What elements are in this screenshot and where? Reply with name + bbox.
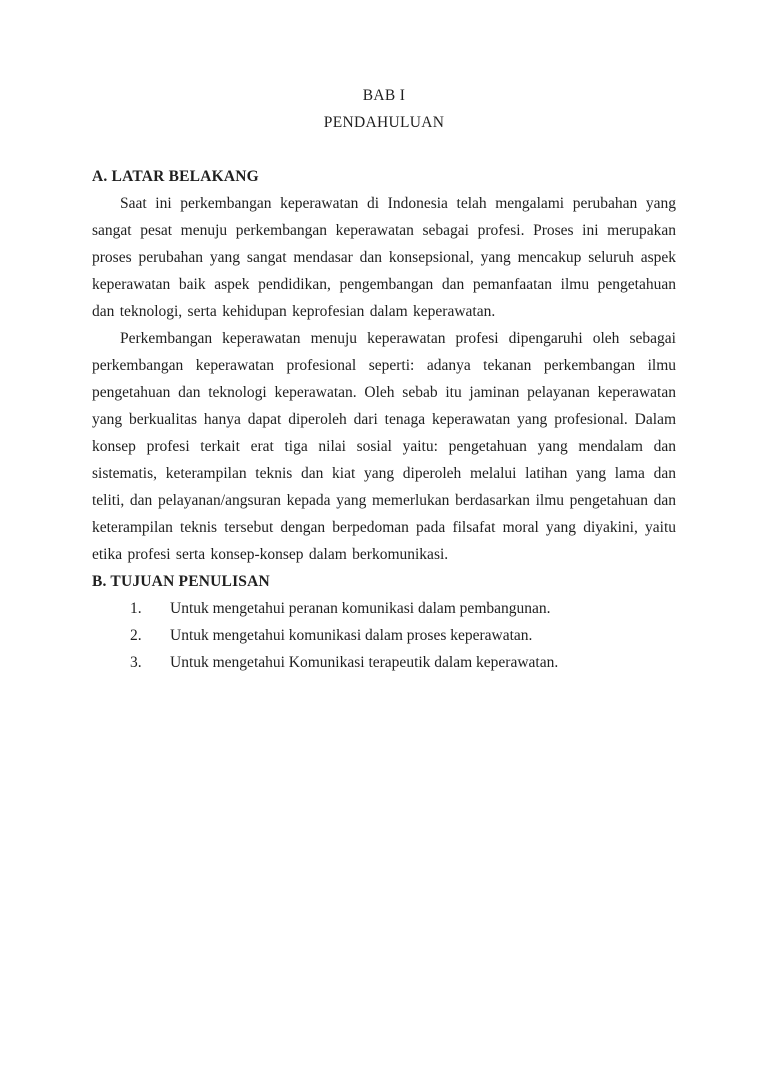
- paragraph-2: Perkembangan keperawatan menuju keperawatan profesi dipengaruhi oleh sebagai perkembangan keperawatan profesional seperti: adanya tekanan perkembangan ilmu pengetahuan dan teknologi keperawatan. Oleh sebab itu jaminan pelayanan keperawatan yang berkualitas hanya dapat diperoleh dari tenaga keperawatan yang profesional. Dalam konsep profesi terkait erat tiga nilai sosial yaitu: pengetahuan yang mendalam dan sistematis, keterampilan teknis dan kiat yang diperoleh melalui latihan yang lama dan teliti, dan pelayanan/angsuran kepada yang memerlukan berdasarkan ilmu pengetahuan dan keterampilan teknis tersebut dengan berpedoman pada filsafat moral yang diyakini, yaitu etika profesi serta konsep-konsep dalam berkomunikasi.: [92, 330, 676, 563]
- section-heading-tujuan-penulisan: B. TUJUAN PENULISAN: [92, 573, 270, 590]
- list-item: [92, 622, 676, 649]
- chapter-title: BAB I: [362, 87, 406, 104]
- paragraph-1: Saat ini perkembangan keperawatan di Indonesia telah mengalami perubahan yang sangat pesat menuju perkembangan keperawatan sebagai profesi. Proses ini merupakan proses perubahan yang sangat mendasar dan konsepsional, yang mencakup seluruh aspek keperawatan baik aspek pendidikan, pengembangan dan pemanfaatan ilmu pengetahuan dan teknologi, serta kehidupan keprofesian dalam keperawatan.: [92, 195, 676, 320]
- goal-list: [92, 595, 676, 676]
- list-item-text: Untuk mengetahui peranan komunikasi dalam pembangunan.: [170, 600, 551, 617]
- chapter-heading: [92, 82, 676, 136]
- chapter-subtitle: PENDAHULUAN: [323, 114, 445, 131]
- list-item: [92, 649, 676, 676]
- list-item-number: 1.: [130, 600, 142, 617]
- list-item-text: Untuk mengetahui komunikasi dalam proses keperawatan.: [170, 627, 533, 644]
- list-item-text: Untuk mengetahui Komunikasi terapeutik dalam keperawatan.: [170, 654, 559, 671]
- list-item-number: 2.: [130, 627, 142, 644]
- list-item-number: 3.: [130, 654, 142, 671]
- list-item: [92, 595, 676, 622]
- document-content: [92, 82, 676, 676]
- section-heading-latar-belakang: A. LATAR BELAKANG: [92, 168, 259, 185]
